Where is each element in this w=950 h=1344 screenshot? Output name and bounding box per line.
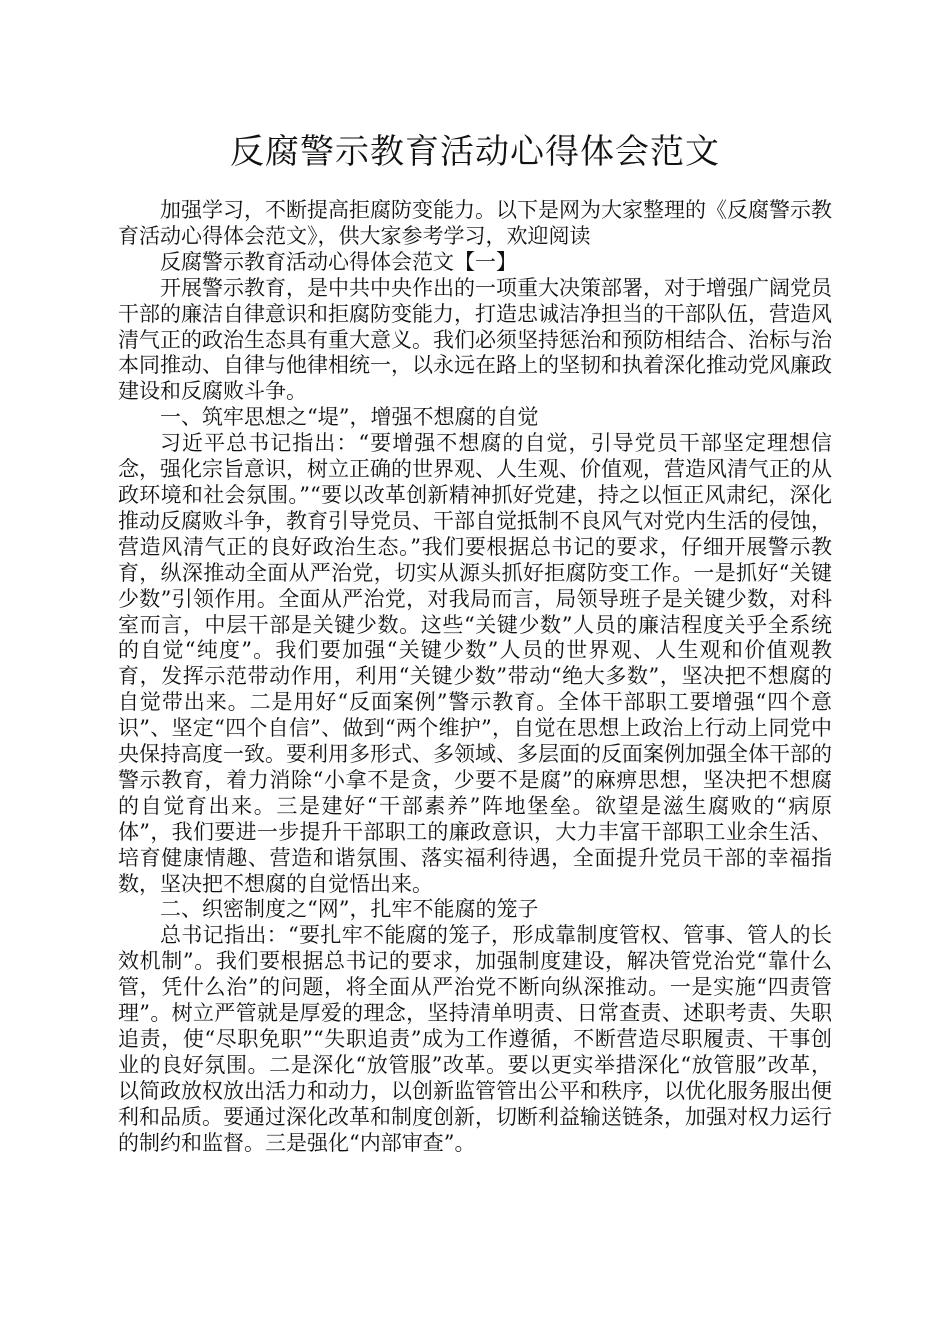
- body-paragraph: 习近平总书记指出：“要增强不想腐的自觉，引导党员干部坚定理想信念，强化宗旨意识，树立正确的世界观、人生观、价值观，营造风清气正的从政环境和社会氛围。”“要以改革创新精神抓好党建，持之以恒正风肃纪，深化推动反腐败斗争，教育引导党员、干部自觉抵制不良风气对党内生活的侵蚀，营造风清气正的良好政治生态。”我们要根据总书记的要求，仔细开展警示教育，纵深推动全面从严治党，切实从源头抓好拒腐防变工作。一是抓好“关键少数”引领作用。全面从严治党，对我局而言，局领导班子是关键少数，对科室而言，中层干部是关键少数。这些“关键少数”人员的廉洁程度关乎全系统的自觉“纯度”。我们要加强“关键少数”人员的世界观、人生观和价值观教育，发挥示范带动作用，利用“关键少数”带动“绝大多数”，坚决把不想腐的自觉带出来。二是用好“反面案例”警示教育。全体干部职工要增强“四个意识”、坚定“四个自信”、做到“两个维护”，自觉在思想上政治上行动上同党中央保持高度一致。要利用多形式、多领域、多层面的反面案例加强全体干部的警示教育，着力消除“小拿不是贪，少要不是腐”的麻痹思想，坚决把不想腐的自觉育出来。三是建好“干部素养”阵地堡垒。欲望是滋生腐败的“病原体”，我们要进一步提升干部职工的廉政意识，大力丰富干部职工业余生活、培育健康情趣、营造和谐氛围、落实福利待遇，全面提升党员干部的幸福指数，坚决把不想腐的自觉悟出来。: [118, 431, 832, 896]
- subheading-one: 一、筑牢思想之“堤”，增强不想腐的自觉: [160, 405, 539, 430]
- document-title: 反腐警示教育活动心得体会范文: [230, 132, 720, 172]
- intro-paragraph: 加强学习，不断提高拒腐防变能力。以下是网为大家整理的《反腐警示教育活动心得体会范文》，供大家参考学习，欢迎阅读: [118, 198, 832, 248]
- subheading-two: 二、织密制度之“网”，扎牢不能腐的笼子: [160, 897, 539, 922]
- body-paragraph: 总书记指出：“要扎牢不能腐的笼子，形成靠制度管权、管事、管人的长效机制”。我们要根据总书记的要求，加强制度建设，解决管党治党“靠什么管，凭什么治”的问题，将全面从严治党不断向纵深推动。一是实施“四责管理”。树立严管就是厚爱的理念，坚持清单明责、日常查责、述职考责、失职追责，使“尽职免职”“失职追责”成为工作遵循，不断营造尽职履责、干事创业的良好氛围。二是深化“放管服”改革。要以更实举措深化“放管服”改革，以简政放权放出活力和动力，以创新监管管出公平和秩序，以优化服务服出便利和品质。要通过深化改革和制度创新，切断利益输送链条，加强对权力运行的制约和监督。三是强化“内部审查”。: [118, 923, 832, 1155]
- document-page: [118, 118, 832, 1157]
- body-paragraph: 开展警示教育，是中共中央作出的一项重大决策部署，对于增强广阔党员干部的廉洁自律意识和拒腐防变能力，打造忠诚洁净担当的干部队伍，营造风清气正的政治生态具有重大意义。我们必须坚持惩治和预防相结合、治标与治本同推动、自律与他律相统一，以永远在路上的坚韧和执着深化推动党风廉政建设和反腐败斗争。: [118, 275, 832, 404]
- section-heading-part-one: 反腐警示教育活动心得体会范文【一】: [160, 249, 517, 274]
- document-body: [118, 198, 832, 1157]
